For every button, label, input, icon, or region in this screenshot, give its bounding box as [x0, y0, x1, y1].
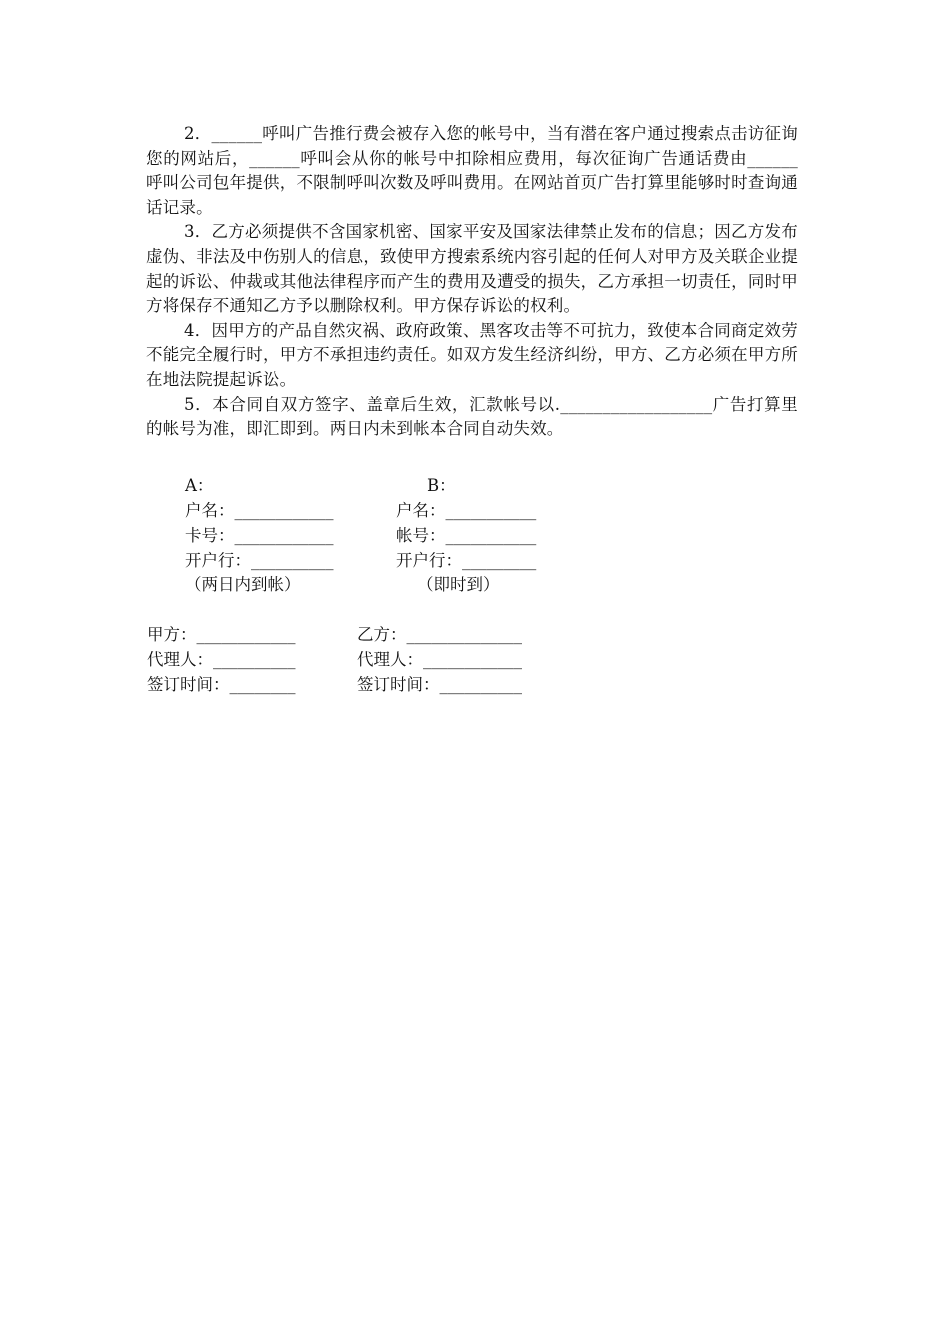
account-b-label: B： [427, 476, 456, 495]
signature-agent-b: 代理人：____________ [357, 650, 522, 669]
clause-5: 5．本合同自双方签字、盖章后生效，汇款帐号以.__________________广告打算里的帐号为准，即汇即到。两日内未到帐本合同自动失效。 [146, 394, 798, 439]
signature-agent-a: 代理人：__________ [147, 650, 296, 669]
clause-2: 2．______呼叫广告推行费会被存入您的帐号中，当有潜在客户通过搜索点击访征询您的网站后，______呼叫会从你的帐号中扣除相应费用，每次征询广告通话费由______呼叫公司包年提供，不限制呼叫次数及呼叫费用。在网站首页广告打算里能够时时查询通话记录。 [146, 124, 798, 217]
signature-date-b: 签订时间：__________ [357, 675, 522, 694]
signature-date-a: 签订时间：________ [147, 675, 296, 694]
account-b-bank: 开户行：_________ [396, 551, 537, 570]
account-a-bank: 开户行：__________ [185, 551, 334, 570]
account-b-card: 帐号：___________ [396, 526, 537, 545]
account-a-card: 卡号：____________ [185, 526, 334, 545]
account-b-name: 户名：___________ [396, 501, 537, 520]
account-a-name: 户名：____________ [185, 501, 334, 520]
account-a-label: A： [185, 476, 214, 495]
account-a-note: （两日内到帐） [185, 575, 301, 594]
signature-party-a: 甲方：____________ [147, 625, 296, 644]
clause-4: 4．因甲方的产品自然灾祸、政府政策、黑客攻击等不可抗力，致使本合同商定效劳不能完全履行时，甲方不承担违约责任。如双方发生经济纠纷，甲方、乙方必须在甲方所在地法院提起诉讼。 [146, 320, 798, 389]
signature-party-b: 乙方：______________ [357, 625, 522, 644]
account-b-note: （即时到） [417, 575, 500, 594]
clause-3: 3．乙方必须提供不含国家机密、国家平安及国家法律禁止发布的信息；因乙方发布虚伪、非法及中伤别人的信息，致使甲方搜索系统内容引起的任何人对甲方及关联企业提起的诉讼、仲裁或其他法律程序而产生的费用及遭受的损失，乙方承担一切责任，同时甲方将保存不通知乙方予以删除权利。甲方保存诉讼的权利。 [146, 222, 798, 316]
